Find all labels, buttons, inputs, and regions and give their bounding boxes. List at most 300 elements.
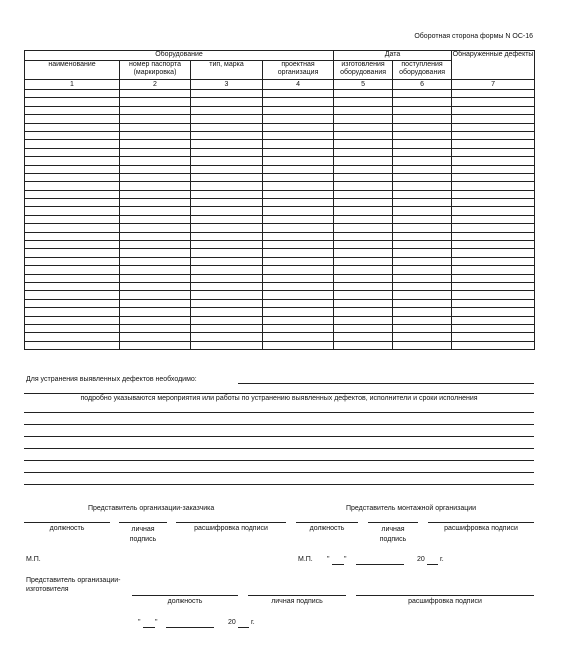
manufacturer-position-line xyxy=(132,595,238,596)
table-cell[interactable] xyxy=(25,291,120,299)
installer-year-prefix: 20 xyxy=(417,556,425,563)
table-cell[interactable] xyxy=(120,165,191,173)
table-cell[interactable] xyxy=(334,282,393,290)
table-cell[interactable] xyxy=(263,131,334,139)
remedy-line xyxy=(24,412,534,413)
table-cell[interactable] xyxy=(25,115,120,123)
table-cell[interactable] xyxy=(25,249,120,257)
table-row xyxy=(25,224,535,232)
customer-decoding-caption: расшифровка подписи xyxy=(194,525,268,532)
table-cell[interactable] xyxy=(393,266,452,274)
table-cell[interactable] xyxy=(191,157,263,165)
table-cell[interactable] xyxy=(120,341,191,349)
table-cell[interactable] xyxy=(334,215,393,223)
table-row xyxy=(25,90,535,98)
table-row xyxy=(25,299,535,307)
manufacturer-year-line xyxy=(238,627,249,628)
table-cell[interactable] xyxy=(263,140,334,148)
table-cell[interactable] xyxy=(120,232,191,240)
table-cell[interactable] xyxy=(393,299,452,307)
table-cell[interactable] xyxy=(452,266,535,274)
table-cell[interactable] xyxy=(334,190,393,198)
table-cell[interactable] xyxy=(120,257,191,265)
table-row xyxy=(25,291,535,299)
manufacture-date-header: изготовления оборудования xyxy=(334,61,393,80)
column-number: 2 xyxy=(120,80,191,90)
customer-signature-line xyxy=(119,522,167,523)
table-cell[interactable] xyxy=(191,282,263,290)
table-cell[interactable] xyxy=(191,98,263,106)
installer-date-quote-close: " xyxy=(344,556,347,563)
table-cell[interactable] xyxy=(120,215,191,223)
table-cell[interactable] xyxy=(191,207,263,215)
installer-month-line xyxy=(356,564,404,565)
table-row xyxy=(25,266,535,274)
table-cell[interactable] xyxy=(25,190,120,198)
table-cell[interactable] xyxy=(393,165,452,173)
column-number: 3 xyxy=(191,80,263,90)
table-cell[interactable] xyxy=(25,140,120,148)
remedy-line xyxy=(24,448,534,449)
table-cell[interactable] xyxy=(263,274,334,282)
table-cell[interactable] xyxy=(334,131,393,139)
equipment-group-header: Оборудование xyxy=(25,51,334,61)
table-cell[interactable] xyxy=(191,115,263,123)
table-cell[interactable] xyxy=(452,333,535,341)
table-cell[interactable] xyxy=(25,299,120,307)
table-cell[interactable] xyxy=(393,140,452,148)
table-cell[interactable] xyxy=(452,182,535,190)
table-cell[interactable] xyxy=(25,98,120,106)
table-cell[interactable] xyxy=(334,333,393,341)
table-cell[interactable] xyxy=(25,282,120,290)
date-group-header: Дата xyxy=(334,51,452,61)
installer-seal: М.П. xyxy=(298,556,313,563)
table-cell[interactable] xyxy=(452,131,535,139)
table-cell[interactable] xyxy=(191,308,263,316)
table-cell[interactable] xyxy=(452,190,535,198)
installer-position-line xyxy=(296,522,358,523)
table-cell[interactable] xyxy=(120,282,191,290)
table-cell[interactable] xyxy=(120,173,191,181)
table-cell[interactable] xyxy=(25,224,120,232)
table-cell[interactable] xyxy=(452,299,535,307)
table-cell[interactable] xyxy=(25,215,120,223)
table-row xyxy=(25,182,535,190)
table-cell[interactable] xyxy=(120,224,191,232)
table-cell[interactable] xyxy=(263,157,334,165)
table-row xyxy=(25,165,535,173)
table-cell[interactable] xyxy=(120,249,191,257)
table-row xyxy=(25,173,535,181)
table-cell[interactable] xyxy=(191,257,263,265)
table-cell[interactable] xyxy=(393,249,452,257)
table-cell[interactable] xyxy=(120,190,191,198)
table-cell[interactable] xyxy=(263,165,334,173)
installer-year-line xyxy=(427,564,438,565)
remedy-hint: подробно указываются мероприятия или работы по устранению выявленных дефектов, исполнители и сроки исполнения xyxy=(80,395,478,402)
table-cell[interactable] xyxy=(393,341,452,349)
table-cell[interactable] xyxy=(393,274,452,282)
table-cell[interactable] xyxy=(334,207,393,215)
remedy-line xyxy=(24,393,534,394)
table-cell[interactable] xyxy=(334,165,393,173)
table-cell[interactable] xyxy=(263,98,334,106)
table-row xyxy=(25,123,535,131)
table-cell[interactable] xyxy=(263,215,334,223)
table-cell[interactable] xyxy=(393,98,452,106)
table-cell[interactable] xyxy=(120,291,191,299)
table-cell[interactable] xyxy=(334,266,393,274)
table-cell[interactable] xyxy=(120,140,191,148)
table-cell[interactable] xyxy=(191,123,263,131)
table-cell[interactable] xyxy=(191,165,263,173)
remedy-line xyxy=(24,484,534,485)
manufacturer-position-caption: должность xyxy=(167,598,203,605)
table-cell[interactable] xyxy=(191,266,263,274)
table-cell[interactable] xyxy=(452,173,535,181)
table-cell[interactable] xyxy=(452,224,535,232)
table-cell[interactable] xyxy=(263,115,334,123)
table-cell[interactable] xyxy=(393,316,452,324)
remedy-line xyxy=(238,383,534,384)
table-cell[interactable] xyxy=(393,199,452,207)
installer-decoding-line xyxy=(428,522,534,523)
remedy-line xyxy=(24,472,534,473)
table-cell[interactable] xyxy=(393,232,452,240)
defects-header: Обнаруженные дефекты xyxy=(452,51,535,80)
table-cell[interactable] xyxy=(334,241,393,249)
table-cell[interactable] xyxy=(120,274,191,282)
table-cell[interactable] xyxy=(191,173,263,181)
table-cell[interactable] xyxy=(263,173,334,181)
name-header: наименование xyxy=(25,61,120,80)
table-cell[interactable] xyxy=(120,123,191,131)
table-cell[interactable] xyxy=(263,232,334,240)
customer-signature-caption: личная подпись xyxy=(129,526,157,543)
installer-signature-line xyxy=(368,522,418,523)
table-cell[interactable] xyxy=(263,341,334,349)
table-cell[interactable] xyxy=(120,131,191,139)
table-cell[interactable] xyxy=(25,232,120,240)
table-cell[interactable] xyxy=(452,199,535,207)
table-cell[interactable] xyxy=(25,324,120,332)
installer-date-quote-open: " xyxy=(327,556,330,563)
table-cell[interactable] xyxy=(191,131,263,139)
remedy-line xyxy=(24,436,534,437)
table-cell[interactable] xyxy=(120,266,191,274)
table-cell[interactable] xyxy=(263,308,334,316)
table-row xyxy=(25,232,535,240)
table-cell[interactable] xyxy=(120,157,191,165)
table-row xyxy=(25,215,535,223)
table-cell[interactable] xyxy=(191,249,263,257)
table-cell[interactable] xyxy=(452,274,535,282)
table-cell[interactable] xyxy=(393,148,452,156)
table-cell[interactable] xyxy=(393,173,452,181)
table-cell[interactable] xyxy=(452,106,535,114)
table-cell[interactable] xyxy=(263,333,334,341)
customer-decoding-line xyxy=(176,522,286,523)
table-cell[interactable] xyxy=(452,98,535,106)
table-cell[interactable] xyxy=(334,299,393,307)
customer-seal: М.П. xyxy=(26,556,41,563)
table-cell[interactable] xyxy=(334,341,393,349)
table-cell[interactable] xyxy=(334,324,393,332)
table-cell[interactable] xyxy=(120,324,191,332)
table-cell[interactable] xyxy=(393,182,452,190)
manufacturer-decoding-caption: расшифровка подписи xyxy=(408,598,482,605)
table-cell[interactable] xyxy=(25,131,120,139)
table-cell[interactable] xyxy=(334,148,393,156)
table-cell[interactable] xyxy=(25,199,120,207)
table-cell[interactable] xyxy=(263,241,334,249)
table-cell[interactable] xyxy=(191,182,263,190)
table-cell[interactable] xyxy=(263,299,334,307)
table-row xyxy=(25,190,535,198)
table-cell[interactable] xyxy=(120,115,191,123)
table-cell[interactable] xyxy=(191,316,263,324)
table-cell[interactable] xyxy=(393,215,452,223)
table-cell[interactable] xyxy=(191,291,263,299)
table-cell[interactable] xyxy=(263,148,334,156)
table-cell[interactable] xyxy=(263,182,334,190)
table-cell[interactable] xyxy=(263,190,334,198)
customer-position-line xyxy=(24,522,110,523)
table-cell[interactable] xyxy=(334,90,393,98)
table-cell[interactable] xyxy=(334,308,393,316)
table-cell[interactable] xyxy=(263,291,334,299)
table-row xyxy=(25,106,535,114)
table-cell[interactable] xyxy=(25,182,120,190)
table-cell[interactable] xyxy=(263,106,334,114)
table-cell[interactable] xyxy=(393,123,452,131)
table-cell[interactable] xyxy=(263,249,334,257)
column-number: 7 xyxy=(452,80,535,90)
table-cell[interactable] xyxy=(334,115,393,123)
table-cell[interactable] xyxy=(120,333,191,341)
table-row xyxy=(25,324,535,332)
table-cell[interactable] xyxy=(191,299,263,307)
remedy-line xyxy=(24,460,534,461)
table-cell[interactable] xyxy=(452,324,535,332)
table-row xyxy=(25,333,535,341)
table-cell[interactable] xyxy=(120,199,191,207)
table-cell[interactable] xyxy=(120,98,191,106)
table-cell[interactable] xyxy=(263,316,334,324)
table-cell[interactable] xyxy=(191,106,263,114)
table-cell[interactable] xyxy=(334,257,393,265)
table-cell[interactable] xyxy=(334,224,393,232)
table-cell[interactable] xyxy=(452,215,535,223)
table-cell[interactable] xyxy=(393,157,452,165)
table-row xyxy=(25,316,535,324)
table-cell[interactable] xyxy=(25,316,120,324)
table-cell[interactable] xyxy=(25,106,120,114)
table-row xyxy=(25,199,535,207)
design-org-header: проектная организация xyxy=(263,61,334,80)
table-cell[interactable] xyxy=(393,241,452,249)
table-cell[interactable] xyxy=(334,173,393,181)
table-cell[interactable] xyxy=(263,266,334,274)
customer-rep-label: Представитель организации-заказчика xyxy=(88,505,215,512)
table-row xyxy=(25,308,535,316)
table-row xyxy=(25,241,535,249)
manufacturer-signature-line xyxy=(248,595,346,596)
table-cell[interactable] xyxy=(191,341,263,349)
table-cell[interactable] xyxy=(25,341,120,349)
table-cell[interactable] xyxy=(191,241,263,249)
table-cell[interactable] xyxy=(452,148,535,156)
table-cell[interactable] xyxy=(393,131,452,139)
table-cell[interactable] xyxy=(393,190,452,198)
installer-year-suffix: г. xyxy=(440,556,444,563)
remedy-label: Для устранения выявленных дефектов необходимо: xyxy=(26,376,197,383)
table-row xyxy=(25,131,535,139)
table-cell[interactable] xyxy=(334,98,393,106)
manufacturer-signature-caption: личная подпись xyxy=(271,598,323,605)
table-cell[interactable] xyxy=(191,274,263,282)
column-numbers-row xyxy=(25,80,535,90)
table-cell[interactable] xyxy=(191,224,263,232)
table-cell[interactable] xyxy=(263,199,334,207)
table-cell[interactable] xyxy=(120,207,191,215)
table-row xyxy=(25,140,535,148)
table-cell[interactable] xyxy=(25,257,120,265)
table-cell[interactable] xyxy=(452,232,535,240)
table-cell[interactable] xyxy=(393,282,452,290)
table-cell[interactable] xyxy=(452,157,535,165)
table-cell[interactable] xyxy=(191,215,263,223)
column-number: 4 xyxy=(263,80,334,90)
table-cell[interactable] xyxy=(25,173,120,181)
table-cell[interactable] xyxy=(120,241,191,249)
table-cell[interactable] xyxy=(263,224,334,232)
installer-signature-caption: личная подпись xyxy=(379,526,407,543)
table-cell[interactable] xyxy=(191,324,263,332)
table-cell[interactable] xyxy=(120,106,191,114)
table-cell[interactable] xyxy=(25,333,120,341)
installer-decoding-caption: расшифровка подписи xyxy=(444,525,518,532)
table-cell[interactable] xyxy=(334,291,393,299)
column-number: 5 xyxy=(334,80,393,90)
table-cell[interactable] xyxy=(334,140,393,148)
column-number: 1 xyxy=(25,80,120,90)
table-cell[interactable] xyxy=(393,324,452,332)
table-cell[interactable] xyxy=(393,90,452,98)
manufacturer-year-suffix: г. xyxy=(251,619,255,626)
table-cell[interactable] xyxy=(263,282,334,290)
table-cell[interactable] xyxy=(334,157,393,165)
table-cell[interactable] xyxy=(393,224,452,232)
table-cell[interactable] xyxy=(452,316,535,324)
table-row xyxy=(25,148,535,156)
table-cell[interactable] xyxy=(334,316,393,324)
table-cell[interactable] xyxy=(393,115,452,123)
table-cell[interactable] xyxy=(452,140,535,148)
table-cell[interactable] xyxy=(334,106,393,114)
table-cell[interactable] xyxy=(25,123,120,131)
table-cell[interactable] xyxy=(452,291,535,299)
table-cell[interactable] xyxy=(120,90,191,98)
table-cell[interactable] xyxy=(452,341,535,349)
form-title: Оборотная сторона формы N ОС-16 xyxy=(414,33,533,40)
table-cell[interactable] xyxy=(120,148,191,156)
table-cell[interactable] xyxy=(452,241,535,249)
table-cell[interactable] xyxy=(191,333,263,341)
table-cell[interactable] xyxy=(393,257,452,265)
table-cell[interactable] xyxy=(263,90,334,98)
table-cell[interactable] xyxy=(452,257,535,265)
table-cell[interactable] xyxy=(452,90,535,98)
table-row xyxy=(25,98,535,106)
manufacturer-date-quote-open: " xyxy=(138,619,141,626)
table-cell[interactable] xyxy=(191,148,263,156)
table-row xyxy=(25,207,535,215)
table-cell[interactable] xyxy=(120,316,191,324)
table-cell[interactable] xyxy=(334,199,393,207)
table-cell[interactable] xyxy=(334,274,393,282)
table-cell[interactable] xyxy=(191,199,263,207)
table-cell[interactable] xyxy=(334,249,393,257)
table-cell[interactable] xyxy=(191,232,263,240)
table-cell[interactable] xyxy=(25,207,120,215)
table-cell[interactable] xyxy=(393,207,452,215)
table-cell[interactable] xyxy=(452,123,535,131)
table-cell[interactable] xyxy=(393,291,452,299)
table-cell[interactable] xyxy=(25,157,120,165)
installer-rep-label: Представитель монтажной организации xyxy=(346,505,477,512)
table-cell[interactable] xyxy=(25,308,120,316)
equipment-table xyxy=(24,50,535,350)
table-cell[interactable] xyxy=(452,308,535,316)
table-cell[interactable] xyxy=(393,333,452,341)
table-cell[interactable] xyxy=(25,274,120,282)
table-cell[interactable] xyxy=(191,90,263,98)
table-cell[interactable] xyxy=(452,207,535,215)
installer-position-caption: должность xyxy=(309,525,345,532)
table-cell[interactable] xyxy=(191,140,263,148)
table-cell[interactable] xyxy=(191,190,263,198)
table-cell[interactable] xyxy=(393,106,452,114)
table-cell[interactable] xyxy=(25,148,120,156)
table-cell[interactable] xyxy=(452,282,535,290)
table-cell[interactable] xyxy=(452,115,535,123)
table-cell[interactable] xyxy=(334,123,393,131)
table-cell[interactable] xyxy=(25,241,120,249)
type-header: тип, марка xyxy=(191,61,263,80)
table-cell[interactable] xyxy=(120,308,191,316)
table-cell[interactable] xyxy=(263,207,334,215)
table-cell[interactable] xyxy=(25,90,120,98)
table-cell[interactable] xyxy=(452,249,535,257)
manufacturer-decoding-line xyxy=(356,595,534,596)
table-cell[interactable] xyxy=(263,324,334,332)
table-cell[interactable] xyxy=(120,182,191,190)
table-cell[interactable] xyxy=(393,308,452,316)
table-cell[interactable] xyxy=(334,182,393,190)
table-row xyxy=(25,249,535,257)
table-cell[interactable] xyxy=(25,266,120,274)
manufacturer-rep-label: Представитель организации-изготовителя xyxy=(26,577,121,593)
table-cell[interactable] xyxy=(263,123,334,131)
table-cell[interactable] xyxy=(452,165,535,173)
table-cell[interactable] xyxy=(263,257,334,265)
table-cell[interactable] xyxy=(334,232,393,240)
table-cell[interactable] xyxy=(25,165,120,173)
table-row xyxy=(25,157,535,165)
table-cell[interactable] xyxy=(120,299,191,307)
